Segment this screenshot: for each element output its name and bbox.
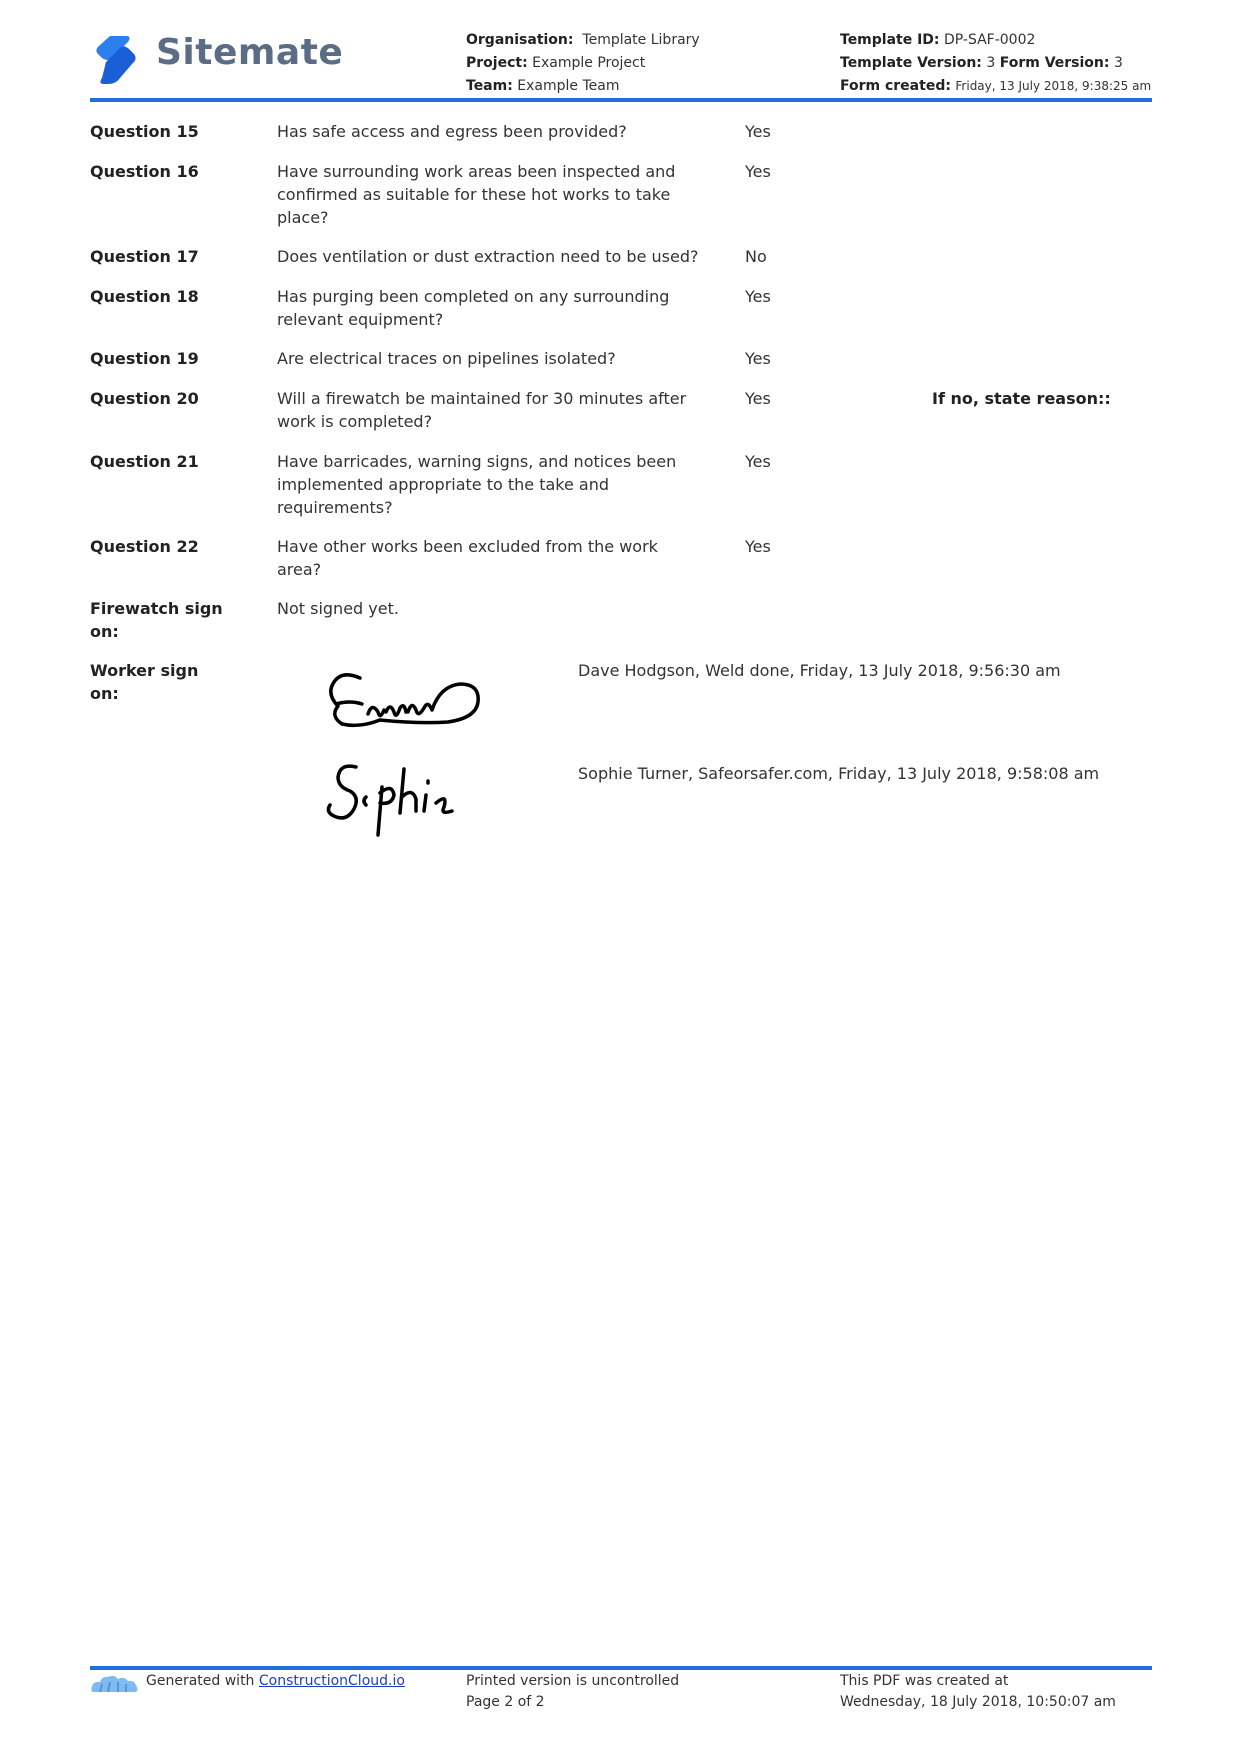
cloud-logo-icon — [90, 1672, 140, 1694]
signature-image-dave — [320, 664, 500, 734]
question-text: Have other works been excluded from the work area? — [277, 537, 658, 579]
footer-generated-prefix: Generated with — [146, 1673, 255, 1689]
question-label: Question 19 — [90, 349, 199, 368]
brand-logo — [90, 28, 390, 88]
question-label: Question 22 — [90, 537, 199, 556]
signature-note: Sophie Turner, Safeorsafer.com, Friday, 13 July 2018, 9:58:08 am — [578, 764, 1100, 783]
project-value: Example Project — [532, 55, 646, 71]
question-label: Question 17 — [90, 247, 199, 266]
firewatch-sign-value: Not signed yet. — [277, 599, 399, 618]
template-id-value: DP-SAF-0002 — [943, 32, 1036, 48]
question-label: Question 20 — [90, 389, 199, 408]
question-text: Has purging been completed on any surrounding relevant equipment? — [277, 287, 670, 329]
firewatch-sign-label: Firewatch sign on: — [90, 599, 223, 641]
form-created-value: Friday, 13 July 2018, 9:38:25 am — [955, 79, 1152, 93]
pdf-created-value: Wednesday, 18 July 2018, 10:50:07 am — [840, 1694, 1116, 1710]
template-version-value: 3 — [986, 55, 996, 71]
header-template-block — [840, 29, 1151, 98]
project-label: Project: — [466, 55, 528, 71]
organisation-label: Organisation: — [466, 32, 574, 48]
form-version-label: Form Version: — [999, 55, 1110, 71]
worker-sign-label: Worker sign on: — [90, 661, 199, 703]
question-text: Have barricades, warning signs, and notices been implemented appropriate to the take and requirements? — [277, 452, 677, 517]
question-label: Question 21 — [90, 452, 199, 471]
team-value: Example Team — [517, 78, 620, 94]
question-answer: Yes — [745, 287, 771, 306]
question-label: Question 15 — [90, 122, 199, 141]
signature-note: Dave Hodgson, Weld done, Friday, 13 July 2018, 9:56:30 am — [578, 661, 1061, 680]
question-answer: Yes — [745, 537, 771, 556]
question-followup-label: If no, state reason:: — [932, 389, 1111, 408]
question-text: Are electrical traces on pipelines isolated? — [277, 349, 616, 368]
template-id-label: Template ID: — [840, 32, 940, 48]
pdf-created-label: This PDF was created at — [840, 1673, 1009, 1689]
question-text: Does ventilation or dust extraction need to be used? — [277, 247, 699, 266]
team-label: Team: — [466, 78, 513, 94]
form-created-label: Form created: — [840, 78, 951, 94]
question-answer: Yes — [745, 389, 771, 408]
signature-image-sophie — [320, 757, 480, 837]
printed-note: Printed version is uncontrolled — [466, 1673, 680, 1689]
question-text: Has safe access and egress been provided? — [277, 122, 627, 141]
header-divider — [90, 98, 1152, 102]
page-number: Page 2 of 2 — [466, 1694, 545, 1710]
question-answer: Yes — [745, 162, 771, 181]
constructioncloud-link[interactable]: ConstructionCloud.io — [258, 1673, 405, 1689]
question-text: Will a firewatch be maintained for 30 minutes after work is completed? — [277, 389, 687, 431]
question-answer: No — [745, 247, 767, 266]
question-text: Have surrounding work areas been inspected and confirmed as suitable for these hot works to take place? — [277, 162, 676, 227]
question-label: Question 16 — [90, 162, 199, 181]
template-version-label: Template Version: — [840, 55, 982, 71]
sitemate-logo-icon — [90, 32, 142, 88]
form-version-value: 3 — [1113, 55, 1123, 71]
footer-print-block — [466, 1671, 679, 1713]
brand-name: Sitemate — [156, 32, 344, 73]
question-answer: Yes — [745, 122, 771, 141]
question-answer: Yes — [745, 349, 771, 368]
question-answer: Yes — [745, 452, 771, 471]
question-label: Question 18 — [90, 287, 199, 306]
footer-created-block — [840, 1671, 1116, 1713]
footer-divider — [90, 1666, 1152, 1670]
organisation-value: Template Library — [582, 32, 700, 48]
footer-generated — [146, 1671, 405, 1692]
header-org-block — [466, 29, 700, 98]
